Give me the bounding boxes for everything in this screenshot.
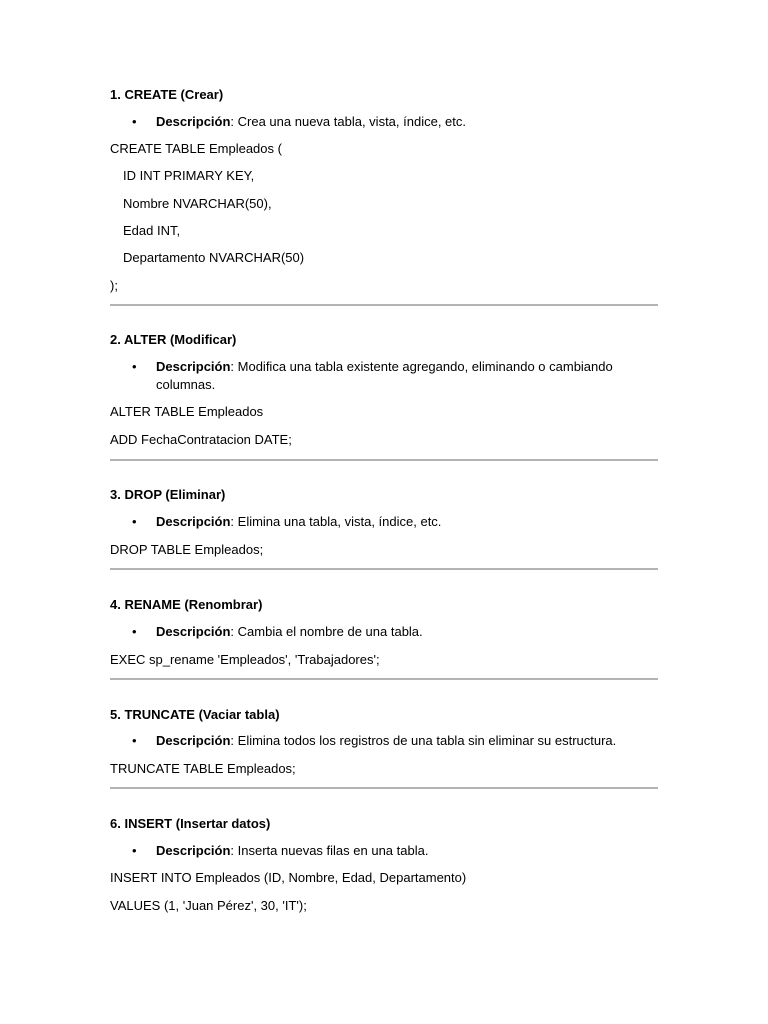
bullet-icon: • [132,514,137,529]
code-line: ); [110,278,118,293]
section-heading: 1. CREATE (Crear) [110,87,224,102]
description-label: Descripción [156,114,231,129]
section-divider [110,787,658,789]
description-text: : Elimina todos los registros de una tabla sin eliminar su estructura. [230,733,617,748]
section-heading: 3. DROP (Eliminar) [110,487,226,502]
code-line: ID INT PRIMARY KEY, [123,168,255,183]
bullet-icon: • [132,114,137,129]
code-line: TRUNCATE TABLE Empleados; [110,761,296,776]
section-heading: 4. RENAME (Renombrar) [110,597,263,612]
bullet-icon: • [132,359,137,374]
description-text: : Crea una nueva tabla, vista, índice, etc. [230,114,467,129]
section-heading: 5. TRUNCATE (Vaciar tabla) [110,707,280,722]
code-line: DROP TABLE Empleados; [110,542,264,557]
description-label: Descripción [156,514,231,529]
description-label: Descripción [156,843,231,858]
section-divider [110,304,658,306]
code-line: EXEC sp_rename 'Empleados', 'Trabajadores'; [110,652,380,667]
description-label: Descripción [156,359,231,374]
section-heading: 2. ALTER (Modificar) [110,332,237,347]
description-text: : Modifica una tabla existente agregando, eliminando o cambiando columnas. [156,359,613,392]
section-heading: 6. INSERT (Insertar datos) [110,816,271,831]
code-line: Nombre NVARCHAR(50), [123,196,272,211]
code-line: Departamento NVARCHAR(50) [123,250,305,265]
description-text: : Cambia el nombre de una tabla. [230,624,423,639]
code-line: ALTER TABLE Empleados [110,404,264,419]
code-line: Edad INT, [123,223,181,238]
description-label: Descripción [156,733,231,748]
code-line: CREATE TABLE Empleados ( [110,141,282,156]
description-text: : Elimina una tabla, vista, índice, etc. [230,514,442,529]
section-divider [110,459,658,461]
code-line: VALUES (1, 'Juan Pérez', 30, 'IT'); [110,898,307,913]
bullet-icon: • [132,733,137,748]
bullet-icon: • [132,843,137,858]
code-line: INSERT INTO Empleados (ID, Nombre, Edad, Departamento) [110,870,467,885]
bullet-icon: • [132,624,137,639]
description-text: : Inserta nuevas filas en una tabla. [230,843,429,858]
code-line: ADD FechaContratacion DATE; [110,432,292,447]
description-label: Descripción [156,624,231,639]
section-divider [110,568,658,570]
section-divider [110,678,658,680]
